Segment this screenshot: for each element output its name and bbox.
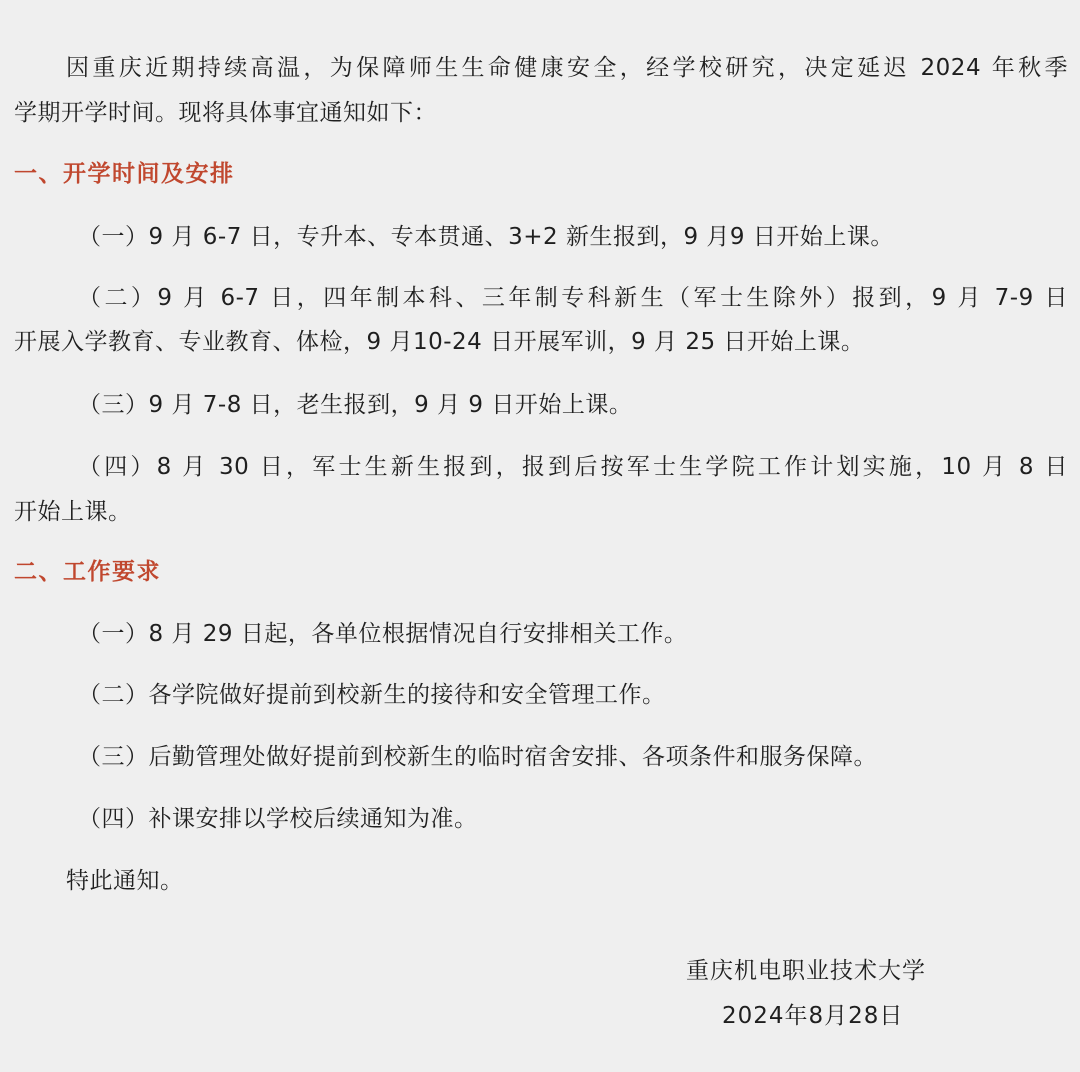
intro-paragraph-line-1: 因重庆近期持续高温，为保障师生生命健康安全，经学校研究，决定延迟 2024 年秋季 [66, 55, 1068, 81]
closing-remark: 特此通知。 [66, 868, 184, 894]
section-heading-schedule: 一、开学时间及安排 [14, 161, 235, 187]
signature-organization: 重庆机电职业技术大学 [686, 958, 926, 984]
schedule-item-2-line-2: 开展入学教育、专业教育、体检，9 月10-24 日开展军训，9 月 25 日开始上课。 [14, 329, 865, 355]
section-heading-requirements: 二、工作要求 [14, 559, 161, 585]
schedule-item-3: （三）9 月 7-8 日，老生报到，9 月 9 日开始上课。 [78, 392, 633, 418]
schedule-item-1: （一）9 月 6-7 日，专升本、专本贯通、3+2 新生报到，9 月9 日开始上课。 [78, 224, 894, 250]
requirement-item-3: （三）后勤管理处做好提前到校新生的临时宿舍安排、各项条件和服务保障。 [78, 744, 877, 770]
schedule-item-2-line-1: （二）9 月 6-7 日，四年制本科、三年制专科新生（军士生除外）报到，9 月 7-9 日 [78, 285, 1068, 311]
signature-date: 2024年8月28日 [722, 1003, 904, 1029]
intro-paragraph-line-2: 学期开学时间。现将具体事宜通知如下： [14, 100, 437, 126]
requirement-item-1: （一）8 月 29 日起，各单位根据情况自行安排相关工作。 [78, 621, 688, 647]
requirement-item-2: （二）各学院做好提前到校新生的接待和安全管理工作。 [78, 682, 666, 708]
schedule-item-4-line-2: 开始上课。 [14, 499, 132, 525]
schedule-item-4-line-1: （四）8 月 30 日，军士生新生报到，报到后按军士生学院工作计划实施，10 月 8 日 [78, 454, 1068, 480]
requirement-item-4: （四）补课安排以学校后续通知为准。 [78, 806, 478, 832]
